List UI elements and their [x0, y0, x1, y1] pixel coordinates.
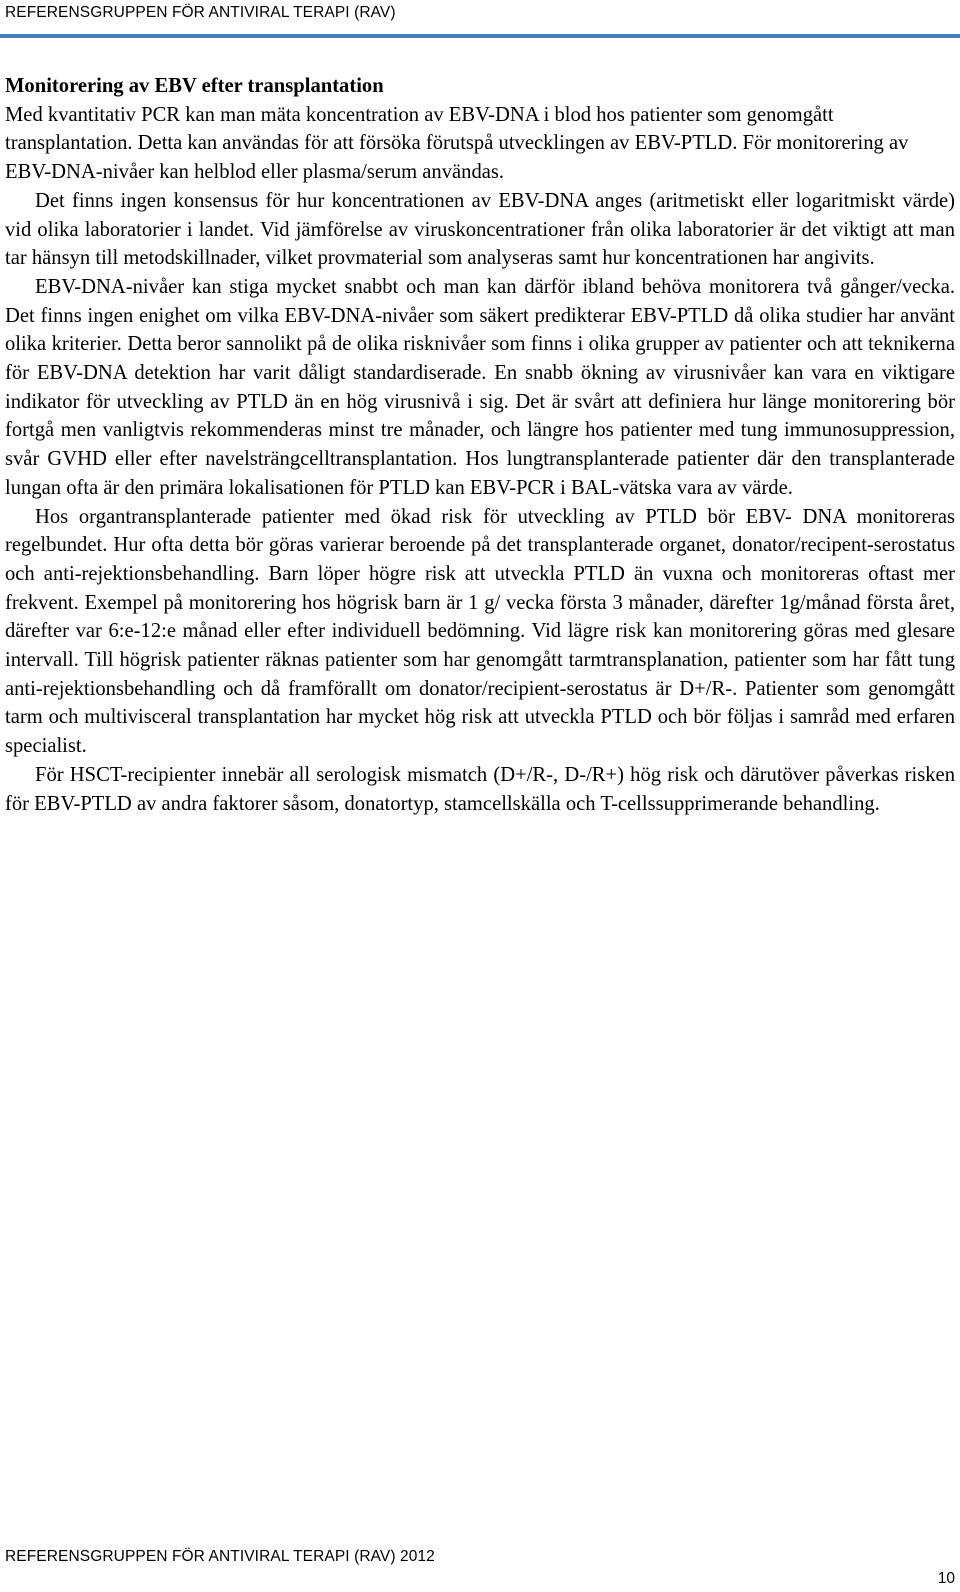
page-header — [0, 0, 960, 42]
section-title: Monitorering av EBV efter transplantation — [5, 75, 384, 97]
paragraph-consensus: Det finns ingen konsensus för hur koncentrationen av EBV-DNA anges (aritmetiskt eller logaritmiskt värde) vid olika laboratorier i landet. Vid jämförelse av viruskoncentrationer från olika laboratorier är det viktigt att man tar hänsyn till metodskillnader, vilket provmaterial som analyseras samt hur koncentrationen har angivits. — [5, 189, 955, 270]
paragraph-intro: Med kvantitativ PCR kan man mäta koncentration av EBV-DNA i blod hos patienter som genomgått transplantation. Detta kan användas för att försöka förutspå utvecklingen av EBV-PTLD. För monitorering av EBV-DNA-nivåer kan helblod eller plasma/serum användas. — [5, 103, 909, 184]
running-header-title: REFERENSGRUPPEN FÖR ANTIVIRAL TERAPI (RAV) — [5, 4, 396, 21]
footer-title: REFERENSGRUPPEN FÖR ANTIVIRAL TERAPI (RAV) 2012 — [5, 1548, 435, 1565]
header-divider — [0, 34, 960, 38]
page-footer — [0, 1548, 960, 1592]
paragraph-ebv-levels: EBV-DNA-nivåer kan stiga mycket snabbt och man kan därför ibland behöva monitorera två gånger/vecka. Det finns ingen enighet om vilka EBV-DNA-nivåer som säkert predikterar EBV-PTLD då olika studier har använt olika kriterier. Detta beror sannolikt på de olika risknivåer som finns i olika grupper av patienter och att teknikerna för EBV-DNA detektion har varit dåligt standardiserade. En snabb ökning av virusnivåer kan vara en viktigare indikator för utveckling av PTLD än en hög virusnivå i sig. Det är svårt att definiera hur länge monitorering bör fortgå men vanligtvis rekommenderas minst tre månader, och längre hos patienter med tung immunosuppression, svår GVHD eller efter navelsträngcelltransplantation. Hos lungtransplanterade patienter där den transplanterade lungan ofta är den primära lokalisationen för PTLD kan EBV-PCR i BAL-vätska vara av värde. — [5, 275, 955, 499]
paragraph-hsct: För HSCT-recipienter innebär all serologisk mismatch (D+/R-, D-/R+) hög risk och därutöver påverkas risken för EBV-PTLD av andra faktorer såsom, donatortyp, stamcellskälla och T-cellssupprimerande behandling. — [5, 763, 955, 815]
page-number: 10 — [937, 1570, 955, 1587]
paragraph-organ-transplant: Hos organtransplanterade patienter med ökad risk för utveckling av PTLD bör EBV- DNA monitoreras regelbundet. Hur ofta detta bör göras varierar beroende på det transplanterade organet, donator/recipent-serostatus och anti-rejektionsbehandling. Barn löper högre risk att utveckla PTLD än vuxna och monitoreras oftast mer frekvent. Exempel på monitorering hos högrisk barn är 1 g/ vecka första 3 månader, därefter 1g/månad första året, därefter var 6:e-12:e månad eller efter individuell bedömning. Vid lägre risk kan monitorering göras med glesare intervall. Till högrisk patienter räknas patienter som har genomgått tarmtransplanation, patienter som har fått tung anti-rejektionsbehandling och då framförallt om donator/recipient-serostatus är D+/R-. Patienter som genomgått tarm och multivisceral transplantation har mycket hög risk att utveckla PTLD och bör följas i samråd med erfaren specialist. — [5, 505, 955, 758]
document-body — [5, 72, 955, 818]
